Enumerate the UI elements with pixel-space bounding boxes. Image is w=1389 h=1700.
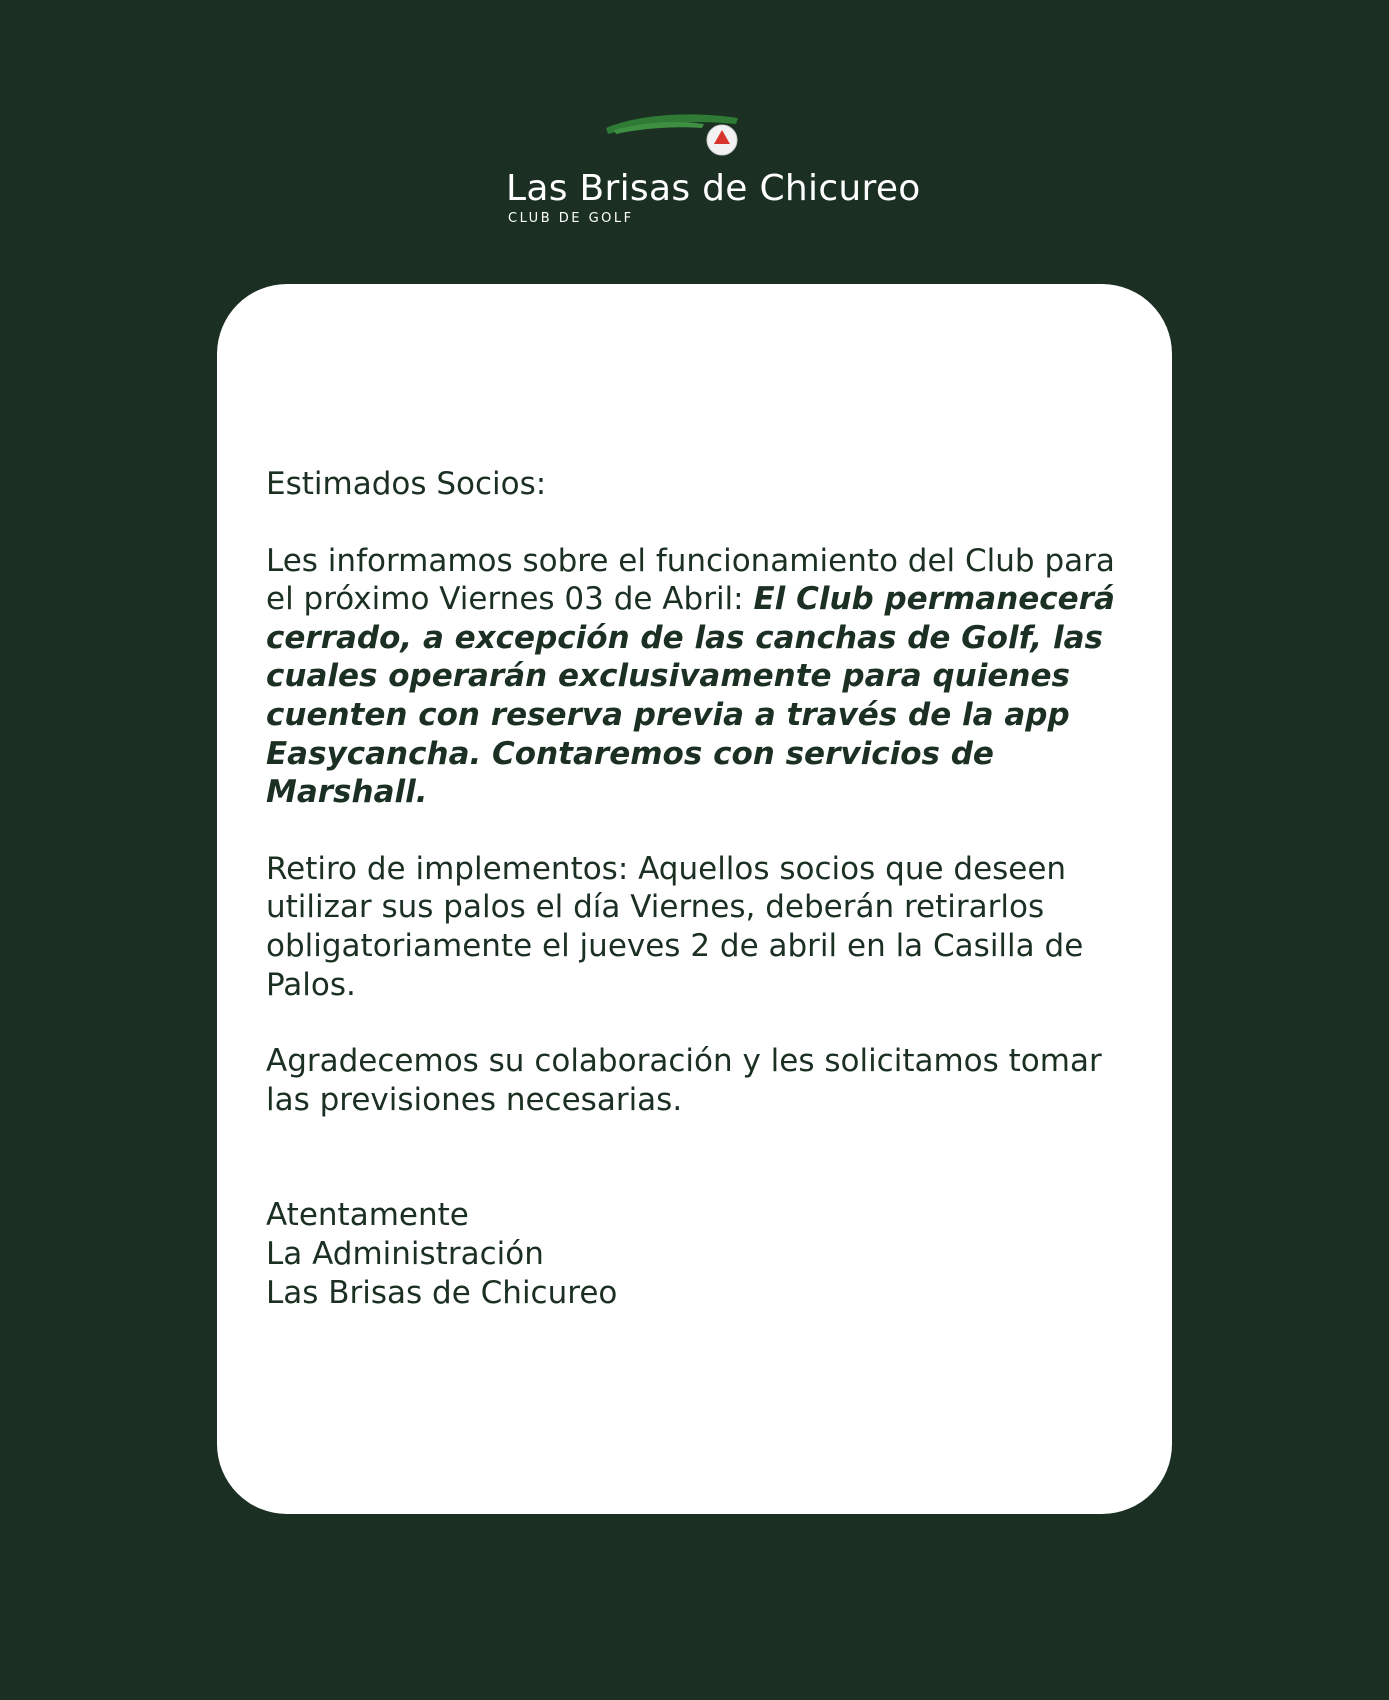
intro-paragraph xyxy=(266,542,1136,812)
thanks-paragraph: Agradecemos su colaboración y les solicitamos tomar las previsiones necesarias. xyxy=(266,1043,1102,1118)
club-name: Las Brisas de Chicureo xyxy=(506,168,921,209)
golf-ball-swoosh-icon xyxy=(604,110,744,162)
club-logo xyxy=(0,110,1389,230)
letter-body xyxy=(266,465,1136,1312)
signature-line-1: La Administración xyxy=(266,1235,544,1272)
greeting: Estimados Socios: xyxy=(266,466,547,502)
intro-text: Les informamos sobre el funcionamiento del Club para el próximo Viernes 03 de Abril: xyxy=(266,542,1115,618)
closure-notice: El Club permanecerá cerrado, a excepción de las canchas de Golf, las cuales operarán exclusivamente para quienes cuenten con reserva previa a través de la app Easycancha. Contaremos con servicios de Marshall. xyxy=(266,581,1115,811)
closing: Atentamente xyxy=(266,1197,469,1234)
announcement-card xyxy=(217,284,1172,1514)
signature-line-2: Las Brisas de Chicureo xyxy=(266,1274,618,1311)
club-subtitle: CLUB DE GOLF xyxy=(508,211,634,226)
pickup-paragraph: Retiro de implementos: Aquellos socios que deseen utilizar sus palos el día Viernes, deberán retirarlos obligatoriamente el jueves 2 de abril en la Casilla de Palos. xyxy=(266,850,1084,1003)
